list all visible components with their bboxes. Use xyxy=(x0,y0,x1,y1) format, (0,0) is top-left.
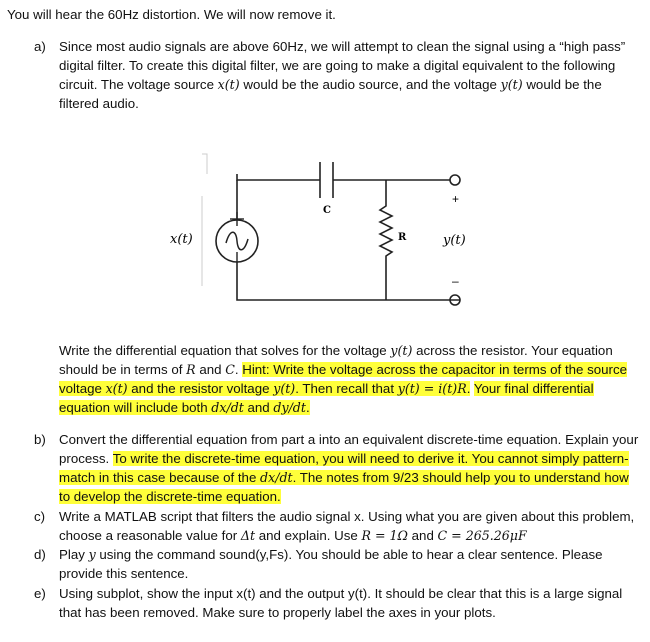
resistor-label: R xyxy=(398,232,407,243)
part-b-text: Convert the differential equation from part a into an equivalent discrete-time equation. Explain your process. To write the discrete-time equation, you will need to derive it. You cannot simply pattern-match in this case because of the dx/dt. The notes from 9/23 should help you to understand how to develop the discrete-time equation. xyxy=(59,432,639,504)
part-c-text: Write a MATLAB script that filters the audio signal x. Using what you are given about this problem, choose a reasonable value for Δt and explain. Use R = 1Ω and C = 265.26μF xyxy=(59,509,635,543)
wire-bottom xyxy=(237,262,460,300)
final-eq-highlight: Your final differential equation will include both dx/dt and dy/dt. xyxy=(59,381,594,415)
faint-bracket xyxy=(202,154,207,286)
source-label: x(t) xyxy=(170,232,193,247)
wire-top-left xyxy=(237,174,320,180)
part-d xyxy=(34,545,640,583)
ac-source xyxy=(216,212,258,262)
part-c xyxy=(34,507,640,545)
math-x-t: x(t) xyxy=(217,77,240,92)
math-y-t: y(t) xyxy=(500,77,523,92)
output-minus: – xyxy=(452,274,459,288)
part-b-highlight: To write the discrete-time equation, you will need to derive it. You cannot simply pattern-match in this case because of the dx/dt. The notes from 9/23 should help you to understand how to develop the discrete-time equation. xyxy=(59,451,629,504)
part-e xyxy=(34,584,640,622)
part-b-label: b) xyxy=(34,432,46,447)
part-a-label: a) xyxy=(34,39,46,54)
part-b xyxy=(34,430,640,506)
part-d-label: d) xyxy=(34,547,46,562)
part-c-label: c) xyxy=(34,509,46,524)
output-label: y(t) xyxy=(443,233,466,248)
part-a-text: Since most audio signals are above 60Hz, we will attempt to clean the signal using a “high pass” digital filter. To create this digital filter, we are going to make a digital equivalent to the following circuit. The voltage source x(t) would be the audio source, and the voltage y(t) would be the filtered audio. xyxy=(59,39,626,111)
intro-line: You will hear the 60Hz distortion. We will now remove it. xyxy=(7,7,336,22)
capacitor-label: C xyxy=(323,205,331,216)
resistor-zigzag xyxy=(380,180,392,300)
terminal-top xyxy=(450,175,460,185)
diffeq-paragraph xyxy=(59,341,637,417)
part-e-label: e) xyxy=(34,586,46,601)
output-plus: + xyxy=(452,192,460,206)
part-d-text: Play y using the command sound(y,Fs). You should be able to hear a clear sentence. Please provide this sentence. xyxy=(59,547,603,581)
part-e-text: Using subplot, show the input x(t) and the output y(t). It should be clear that this is a large signal that has been removed. Make sure to properly label the axes in your plots. xyxy=(59,586,623,620)
hint-highlight: Hint: Write the voltage across the capacitor in terms of the source voltage x(t) and the resistor voltage y(t). Then recall that y(t) = i(t)R. xyxy=(59,362,628,396)
diffeq-text: Write the differential equation that solves for the voltage y(t) across the resistor. Your equation should be in terms of R and C. Hint: Write the voltage across the capacitor in terms of the source voltage x(t) and the resistor voltage y(t). Then recall that y(t) = i(t)R. Your final differential equation will include both dx/dt and dy/dt. xyxy=(59,343,628,415)
